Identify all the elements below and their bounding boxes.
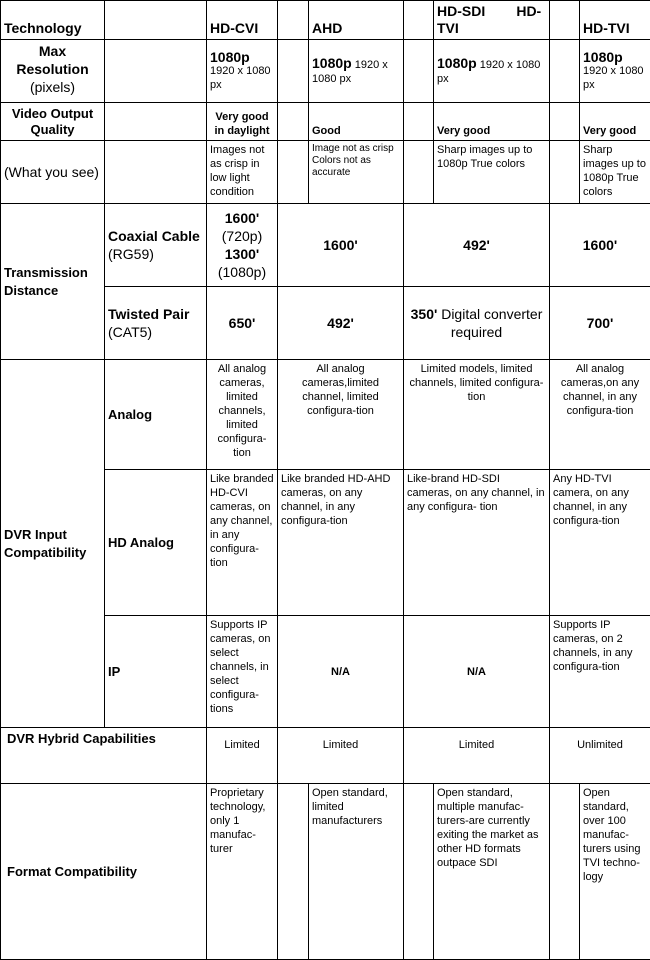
hdtvi-resolution-value: 1080p	[583, 50, 647, 64]
twisted-pair-label	[105, 287, 207, 360]
ahd-coaxial: 1600'	[278, 204, 404, 287]
blank-cell	[550, 103, 580, 141]
hdtvi-analog: All analog cameras,on any channel, in any configura-tion	[550, 360, 650, 470]
hdcvi-hd-analog: Like branded HD-CVI cameras, on any channel, in any configura-tion	[207, 470, 278, 616]
hdcvi-coaxial	[207, 204, 278, 287]
hdcvi-ip: Supports IP cameras, on select channels, in select configura-tions	[207, 616, 278, 728]
hdsdi-analog: Limited models, limited channels, limited configura-tion	[404, 360, 550, 470]
blank-cell	[404, 784, 434, 960]
hdcvi-hybrid: Limited	[207, 728, 278, 784]
blank-cell	[550, 141, 580, 204]
twisted-pair-label-type: (CAT5)	[108, 323, 203, 341]
format-label: Format Compatibility	[1, 784, 207, 960]
blank-cell	[105, 1, 207, 40]
ahd-format: Open standard, limited manufacturers	[309, 784, 404, 960]
hdsdi-resolution-pixels: 1920 x 1080 px	[437, 59, 540, 85]
blank-cell	[278, 141, 309, 204]
hybrid-label: DVR Hybrid Capabilities	[1, 728, 207, 784]
coaxial-label	[105, 204, 207, 287]
dvr-input-label: DVR Input Compatibility	[1, 360, 105, 728]
hdtvi-hybrid: Unlimited	[550, 728, 650, 784]
hdcvi-coaxial-1080-res: (1080p)	[210, 263, 274, 281]
blank-cell	[550, 40, 580, 103]
hd-analog-label: HD Analog	[105, 470, 207, 616]
hdcvi-coaxial-720-value: 1600'	[210, 209, 274, 227]
hdsdi-ip: N/A	[404, 616, 550, 728]
blank-cell	[105, 141, 207, 204]
max-resolution-label-line2: Resolution	[4, 60, 101, 78]
ahd-analog: All analog cameras,limited channel, limited configura-tion	[278, 360, 404, 470]
coaxial-label-name: Coaxial Cable	[108, 227, 203, 245]
hdtvi-ip: Supports IP cameras, on 2 channels, in any configura-tion	[550, 616, 650, 728]
max-resolution-label-line3: (pixels)	[4, 78, 101, 96]
what-you-see-row	[1, 141, 650, 204]
hdtvi-format: Open standard, over 100 manufac-turers using TVI techno-logy	[580, 784, 650, 960]
header-row	[1, 1, 650, 40]
ahd-resolution-pixels: 1920 x 1080 px	[312, 59, 388, 85]
hdsdi-hd-analog: Like-brand HD-SDI cameras, on any channel, in any configura- tion	[404, 470, 550, 616]
coaxial-row	[1, 204, 650, 287]
hdsdi-resolution-value: 1080p	[437, 55, 477, 71]
ahd-header: AHD	[309, 1, 404, 40]
blank-cell	[404, 141, 434, 204]
blank-cell	[105, 103, 207, 141]
max-resolution-row	[1, 40, 650, 103]
hdcvi-what-you-see: Images not as crisp in low light condition	[207, 141, 278, 204]
hdtvi-video-output: Very good	[580, 103, 650, 141]
hdcvi-header: HD-CVI	[207, 1, 278, 40]
analog-row	[1, 360, 650, 470]
ip-label: IP	[105, 616, 207, 728]
hdsdi-twisted-pair	[404, 287, 550, 360]
hdsdi-format: Open standard, multiple manufac-turers-are currently exiting the market as other HD formats outpace SDI	[434, 784, 550, 960]
hdcvi-format: Proprietary technology, only 1 manufac-turer	[207, 784, 278, 960]
coaxial-label-type: (RG59)	[108, 245, 203, 263]
technology-header: Technology	[1, 1, 105, 40]
blank-cell	[278, 784, 309, 960]
hdcvi-resolution-pixels: 1920 x 1080 px	[210, 65, 271, 91]
ahd-hybrid: Limited	[278, 728, 404, 784]
blank-cell	[278, 103, 309, 141]
max-resolution-label-line1: Max	[4, 42, 101, 60]
hdsdi-twisted-pair-note: Digital converter required	[437, 306, 542, 340]
hdtvi-hd-analog: Any HD-TVI camera, on any channel, in any configura-tion	[550, 470, 650, 616]
hdsdi-header-line1: HD-SDI HD-	[437, 3, 546, 20]
hdsdi-coaxial: 492'	[404, 204, 550, 287]
blank-cell	[404, 103, 434, 141]
max-resolution-label	[1, 40, 105, 103]
hdcvi-twisted-pair: 650'	[207, 287, 278, 360]
blank-cell	[278, 40, 309, 103]
ahd-twisted-pair: 492'	[278, 287, 404, 360]
transmission-label: Transmission Distance	[1, 204, 105, 360]
hdsdi-video-output: Very good	[434, 103, 550, 141]
blank-cell	[550, 1, 580, 40]
hdsdi-header-line2: TVI	[437, 20, 546, 37]
hdcvi-resolution-value: 1080p	[210, 50, 274, 64]
hdtvi-header: HD-TVI	[580, 1, 650, 40]
ahd-resolution-value: 1080p	[312, 55, 352, 71]
ahd-hd-analog: Like branded HD-AHD cameras, on any channel, in any configura-tion	[278, 470, 404, 616]
format-row	[1, 784, 650, 960]
video-output-label: Video Output Quality	[1, 103, 105, 141]
hdtvi-what-you-see: Sharp images up to 1080p True colors	[580, 141, 650, 204]
hdsdi-header	[434, 1, 550, 40]
hdsdi-hybrid: Limited	[404, 728, 550, 784]
ahd-what-you-see: Image not as crisp Colors not as accurate	[309, 141, 404, 204]
analog-label: Analog	[105, 360, 207, 470]
hdtvi-coaxial: 1600'	[550, 204, 650, 287]
hdcvi-video-output: Very good in daylight	[207, 103, 278, 141]
hdtvi-resolution	[580, 40, 650, 103]
hdsdi-twisted-pair-value: 350'	[411, 306, 438, 322]
hdcvi-coaxial-720-res: (720p)	[210, 227, 274, 245]
hdtvi-resolution-pixels: 1920 x 1080 px	[583, 65, 644, 91]
what-you-see-label: (What you see)	[1, 141, 105, 204]
hdcvi-coaxial-1080-value: 1300'	[210, 245, 274, 263]
blank-cell	[105, 40, 207, 103]
hdcvi-analog: All analog cameras, limited channels, limited configura-tion	[207, 360, 278, 470]
hdcvi-resolution	[207, 40, 278, 103]
video-output-row	[1, 103, 650, 141]
blank-cell	[550, 784, 580, 960]
twisted-pair-label-name: Twisted Pair	[108, 305, 203, 323]
hdtvi-twisted-pair: 700'	[550, 287, 650, 360]
ahd-ip: N/A	[278, 616, 404, 728]
hdsdi-resolution	[434, 40, 550, 103]
blank-cell	[278, 1, 309, 40]
ahd-video-output: Good	[309, 103, 404, 141]
hdsdi-what-you-see: Sharp images up to 1080p True colors	[434, 141, 550, 204]
blank-cell	[404, 1, 434, 40]
blank-cell	[404, 40, 434, 103]
ahd-resolution	[309, 40, 404, 103]
hybrid-row	[1, 728, 650, 784]
